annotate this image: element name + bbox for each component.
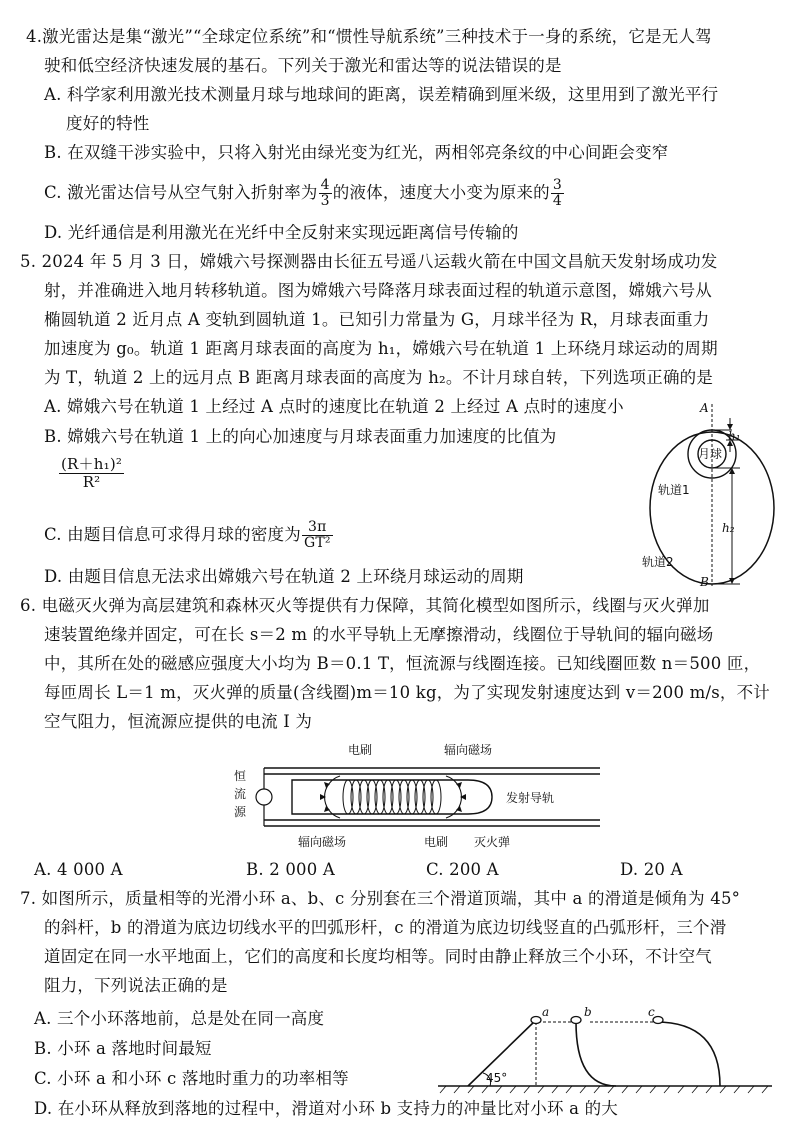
ring-c-label: c bbox=[648, 1005, 655, 1019]
orbit-diagram bbox=[636, 396, 786, 588]
h2-label: h₂ bbox=[722, 521, 735, 535]
q5-stem-line2: 射，并准确进入地月转移轨道。图为嫦娥六号降落月球表面过程的轨道示意图，嫦娥六号从 bbox=[44, 281, 712, 300]
concave-rod-b bbox=[576, 1022, 616, 1086]
q5-stem-line5: 为 T，轨道 2 上的远月点 B 距离月球表面的高度为 h₂。不计月球自转，下列选项正确的是 bbox=[44, 368, 714, 387]
q7-stem-line4: 阻力，下列说法正确的是 bbox=[44, 976, 228, 995]
fraction: $\frac{4}{3}$ bbox=[320, 177, 330, 209]
brush-top-label: 电刷 bbox=[348, 743, 373, 757]
q7-option-a: A. 三个小环落地前，总是处在同一高度 bbox=[34, 1009, 325, 1028]
q6-option-d: D. 20 A bbox=[620, 860, 683, 879]
source-label-1: 恒 bbox=[234, 769, 247, 783]
angle-label: 45° bbox=[486, 1071, 508, 1085]
q7-stem-line1: 7. 如图所示，质量相等的光滑小环 a、b、c 分别套在三个滑道顶端，其中 a 的滑道是倾角为 45° bbox=[20, 889, 741, 908]
q4-option-b: B. 在双缝干涉实验中，只将入射光由绿光变为红光，两相邻亮条纹的中心间距会变窄 bbox=[44, 143, 669, 162]
q6-stem-line4: 每匝周长 L＝1 m，灭火弹的质量(含线圈)m＝10 kg，为了实现发射速度达到 v＝200 m/s，不计 bbox=[44, 683, 770, 702]
slides-diagram bbox=[436, 1002, 776, 1096]
fraction: $\frac{3\pi}{\text{GT²}}$ bbox=[303, 519, 331, 551]
ring-a-label: a bbox=[542, 1005, 550, 1019]
radial-field-right bbox=[446, 776, 461, 818]
q4-option-c: C. 激光雷达信号从空气射入折射率为 $\frac{4}{3}$ 的液体，速度大小变为原来的 $\frac{3}{4}$ bbox=[44, 177, 562, 209]
ring-a bbox=[531, 1017, 541, 1024]
fraction: $\frac{\text{(R＋h₁)²}}{\text{R²}}$ bbox=[61, 455, 123, 491]
convex-rod-c bbox=[656, 1022, 720, 1086]
q6-stem-line3: 中，其所在处的磁感应强度大小均为 B＝0.1 T，恒流源与线圈连接。已知线圈匝数 n＝500 匝， bbox=[44, 654, 761, 673]
orbit-1-label: 轨道1 bbox=[658, 483, 690, 497]
q4-option-a-line2: 度好的特性 bbox=[66, 114, 150, 133]
q5-option-b: B. 嫦娥六号在轨道 1 上的向心加速度与月球表面重力加速度的比值为 bbox=[44, 427, 557, 446]
radial-field-bottom-label: 辐向磁场 bbox=[298, 835, 347, 849]
q5-stem-line4: 加速度为 g₀。轨道 1 距离月球表面的高度为 h₁，嫦娥六号在轨道 1 上环绕月球运动的周期 bbox=[44, 339, 718, 358]
q7-option-b: B. 小环 a 落地时间最短 bbox=[34, 1039, 212, 1058]
orbit-2-label: 轨道2 bbox=[642, 555, 674, 569]
point-a-label: A bbox=[700, 401, 709, 415]
q7-option-c: C. 小环 a 和小环 c 落地时重力的功率相等 bbox=[34, 1069, 349, 1088]
q5-option-d: D. 由题目信息无法求出嫦娥六号在轨道 2 上环绕月球运动的周期 bbox=[44, 567, 524, 586]
brush-bottom-label: 电刷 bbox=[424, 835, 449, 849]
h1-label: h₁ bbox=[728, 429, 741, 443]
q4-option-d: D. 光纤通信是利用激光在光纤中全反射来实现远距离信号传输的 bbox=[44, 223, 519, 242]
fire-bomb-label: 灭火弹 bbox=[474, 835, 511, 849]
q7-stem-line3: 道固定在同一水平地面上，它们的高度和长度均相等。同时由静止释放三个小环，不计空气 bbox=[44, 947, 712, 966]
q5-stem-line3: 椭圆轨道 2 近月点 A 变轨到圆轨道 1。已知引力常量为 G，月球半径为 R，月球表面重力 bbox=[44, 310, 710, 329]
ring-b-label: b bbox=[584, 1005, 592, 1019]
coil bbox=[343, 780, 441, 814]
q7-stem-line2: 的斜杆，b 的滑道为底边切线水平的凹弧形杆，c 的滑道为底边切线竖直的凸弧形杆，三个滑 bbox=[44, 918, 727, 937]
q6-stem-line2: 速装置绝缘并固定，可在长 s＝2 m 的水平导轨上无摩擦滑动，线圈位于导轨间的辐向磁场 bbox=[44, 625, 714, 644]
q5-option-b-fraction bbox=[58, 456, 125, 491]
fraction: $\frac{3}{4}$ bbox=[552, 177, 562, 209]
source-label-2: 流 bbox=[234, 787, 247, 801]
rail-label: 发射导轨 bbox=[506, 791, 555, 805]
q6-option-a: A. 4 000 A bbox=[34, 860, 123, 879]
q5-option-c: C. 由题目信息可求得月球的密度为 $\frac{3\pi}{\text{GT²}}$ bbox=[44, 519, 331, 551]
radial-field-top-label: 辐向磁场 bbox=[444, 743, 493, 757]
q6-stem-line1: 6. 电磁灭火弹为高层建筑和森林灭火等提供有力保障，其简化模型如图所示，线圈与灭火弹加 bbox=[20, 596, 710, 615]
q6-stem-line5: 空气阻力，恒流源应提供的电流 I 为 bbox=[44, 712, 313, 731]
moon-label: 月球 bbox=[698, 447, 723, 461]
radial-field-left bbox=[325, 776, 340, 818]
point-b-label: B bbox=[700, 575, 709, 588]
q5-option-a: A. 嫦娥六号在轨道 1 上经过 A 点时的速度比在轨道 2 上经过 A 点时的速度小 bbox=[44, 397, 624, 416]
source-label-3: 源 bbox=[234, 805, 247, 819]
q6-option-b: B. 2 000 A bbox=[246, 860, 336, 879]
q4-stem-line2: 驶和低空经济快速发展的基石。下列关于激光和雷达等的说法错误的是 bbox=[44, 56, 562, 75]
ring-b bbox=[571, 1017, 581, 1024]
launcher-diagram bbox=[220, 740, 610, 852]
current-source-symbol bbox=[256, 789, 272, 805]
q4-stem-line1: 4.激光雷达是集“激光”“全球定位系统”和“惯性导航系统”三种技术于一身的系统，它是无人驾 bbox=[26, 27, 712, 46]
q4-option-a-line1: A. 科学家利用激光技术测量月球与地球间的距离，误差精确到厘米级，这里用到了激光平行 bbox=[44, 85, 719, 104]
q7-option-d: D. 在小环从释放到落地的过程中，滑道对小环 b 支持力的冲量比对小环 a 的大 bbox=[34, 1099, 619, 1118]
q6-option-c: C. 200 A bbox=[426, 860, 499, 879]
q5-stem-line1: 5. 2024 年 5 月 3 日，嫦娥六号探测器由长征五号遥八运载火箭在中国文昌航天发射场成功发 bbox=[20, 252, 718, 271]
